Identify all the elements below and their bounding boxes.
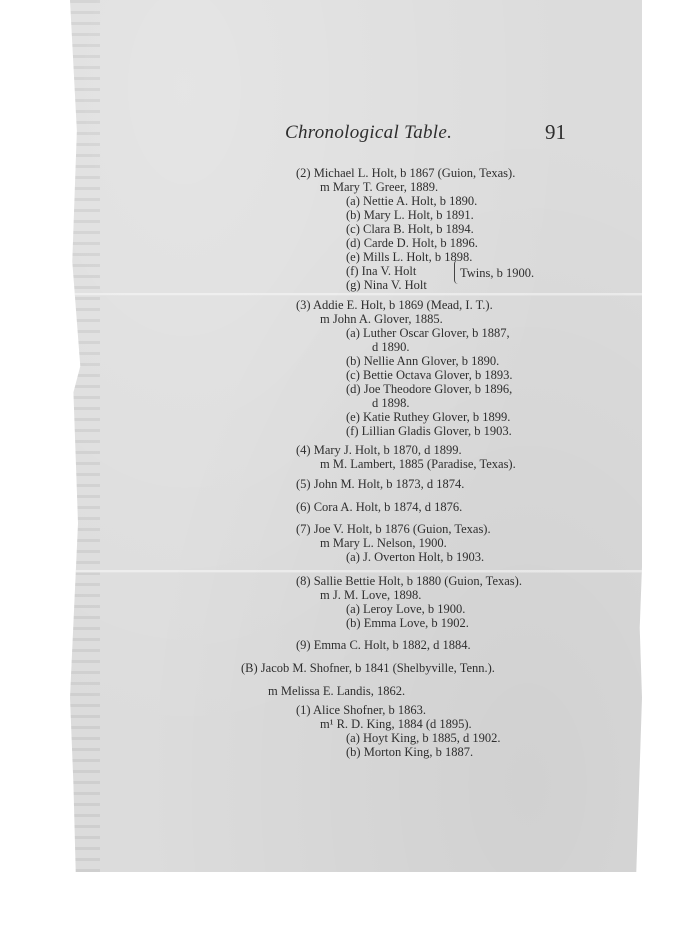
spouse-line: m Melissa E. Landis, 1862. [268,684,406,698]
entry-emma: (9) Emma C. Holt, b 1882, d 1884. [296,638,471,652]
child-line: (g) Nina V. Holt [346,278,427,292]
child-line: (c) Clara B. Holt, b 1894. [346,222,474,236]
entry-joe: (7) Joe V. Holt, b 1876 (Guion, Texas). [296,522,491,536]
child-line: (a) Hoyt King, b 1885, d 1902. [346,731,501,745]
spouse-line: m J. M. Love, 1898. [320,588,422,602]
fold-line [70,293,642,296]
child-line: (b) Nellie Ann Glover, b 1890. [346,354,500,368]
entry-jacob: (B) Jacob M. Shofner, b 1841 (Shelbyville, Tenn.). [241,661,495,675]
entry-mary: (4) Mary J. Holt, b 1870, d 1899. [296,443,462,457]
child-line: (a) Leroy Love, b 1900. [346,602,466,616]
child-line: (e) Mills L. Holt, b 1898. [346,250,473,264]
child-line: (b) Morton King, b 1887. [346,745,474,759]
child-line: (f) Ina V. Holt [346,264,417,278]
spouse-line: m Mary L. Nelson, 1900. [320,536,447,550]
edge-stain [70,0,100,872]
twins-note: Twins, b 1900. [460,266,535,280]
child-line: (a) J. Overton Holt, b 1903. [346,550,485,564]
child-line: (c) Bettie Octava Glover, b 1893. [346,368,513,382]
child-line-cont: d 1898. [372,396,410,410]
child-line: (b) Emma Love, b 1902. [346,616,469,630]
twins-brace [454,260,459,284]
running-header: Chronological Table. [285,122,453,143]
spouse-line: m M. Lambert, 1885 (Paradise, Texas). [320,457,516,471]
child-line: (a) Nettie A. Holt, b 1890. [346,194,478,208]
entry-john: (5) John M. Holt, b 1873, d 1874. [296,477,465,491]
child-line: (e) Katie Ruthey Glover, b 1899. [346,410,511,424]
entry-michael: (2) Michael L. Holt, b 1867 (Guion, Texas). [296,166,516,180]
spouse-line: m Mary T. Greer, 1889. [320,180,439,194]
entry-alice: (1) Alice Shofner, b 1863. [296,703,427,717]
spouse-line: m John A. Glover, 1885. [320,312,443,326]
spouse-line: m¹ R. D. King, 1884 (d 1895). [320,717,472,731]
child-line: (a) Luther Oscar Glover, b 1887, [346,326,510,340]
entry-sallie: (8) Sallie Bettie Holt, b 1880 (Guion, Texas). [296,574,522,588]
child-line-cont: d 1890. [372,340,410,354]
fold-line [70,570,642,573]
child-line: (d) Joe Theodore Glover, b 1896, [346,382,513,396]
child-line: (d) Carde D. Holt, b 1896. [346,236,478,250]
entry-addie: (3) Addie E. Holt, b 1869 (Mead, I. T.). [296,298,493,312]
child-line: (b) Mary L. Holt, b 1891. [346,208,474,222]
entry-cora: (6) Cora A. Holt, b 1874, d 1876. [296,500,463,514]
page-number: 91 [545,120,566,144]
child-line: (f) Lillian Gladis Glover, b 1903. [346,424,512,438]
